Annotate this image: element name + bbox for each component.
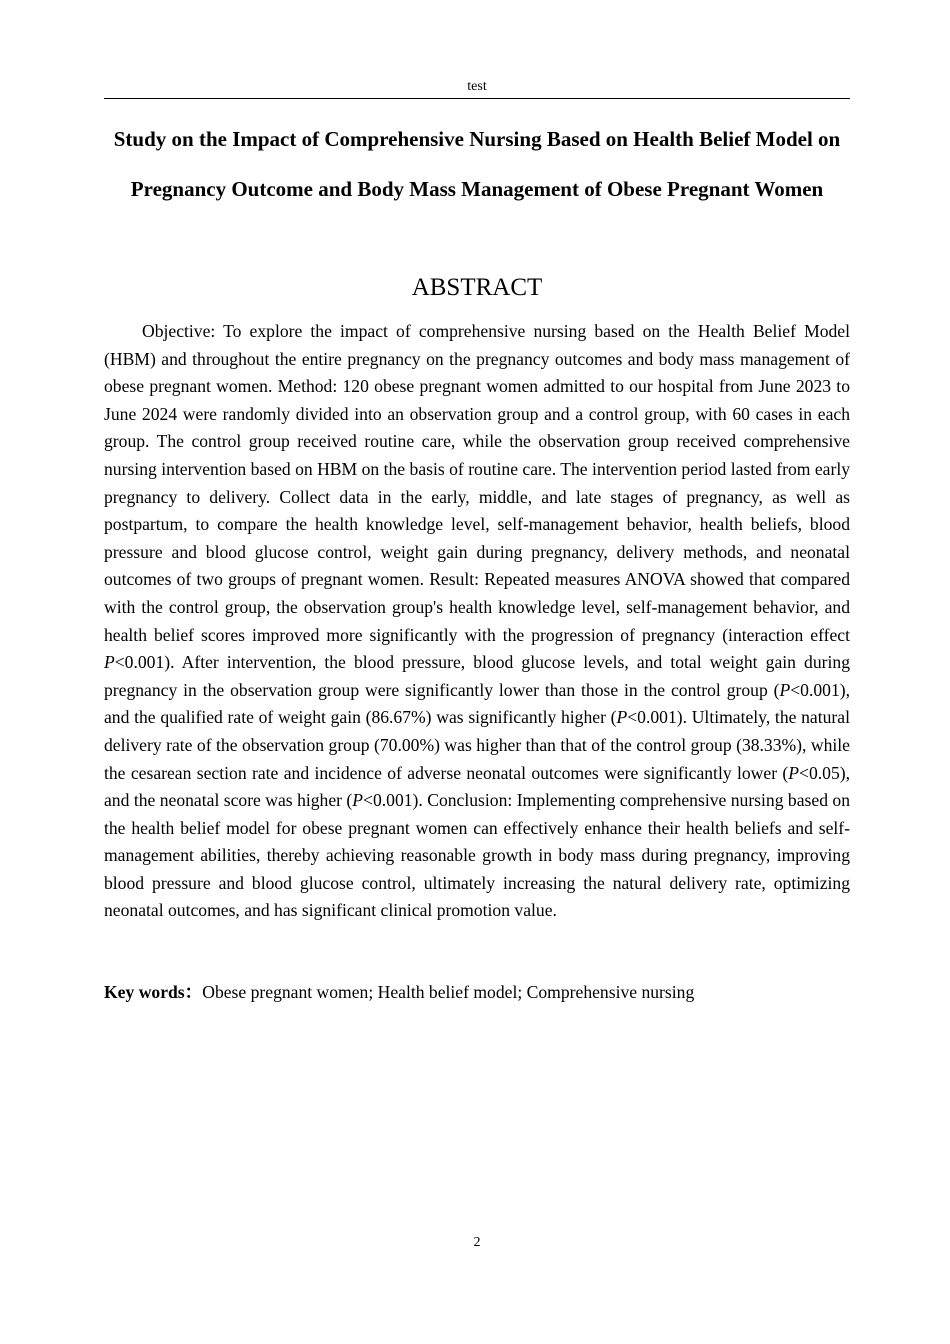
keywords-line bbox=[104, 979, 850, 1007]
p-value-symbol: P bbox=[352, 790, 364, 811]
abstract-text: <0.001). Conclusion: Implementing comprehensive nursing based on the health belief model for obese pregnant women can effectively enhance their health beliefs and self-management abilities, thereby achieving reasonable growth in body mass during pregnancy, improving blood pressure and blood glucose control, ultimately increasing the natural delivery rate, optimizing neonatal outcomes, and has significant clinical promotion value. bbox=[104, 790, 850, 921]
running-header: test bbox=[104, 78, 850, 99]
abstract-text: <0.05), and the neonatal score was higher ( bbox=[104, 762, 850, 811]
p-value-symbol: P bbox=[788, 762, 800, 783]
abstract-text: <0.001), and the qualified rate of weight gain (86.67%) was significantly higher ( bbox=[104, 679, 850, 728]
p-value-symbol: P bbox=[104, 652, 115, 673]
page-number: 2 bbox=[473, 1235, 481, 1250]
abstract-text: <0.001). After intervention, the blood pressure, blood glucose levels, and total weight gain during pregnancy in the observation group were significantly lower than those in the control group ( bbox=[104, 652, 850, 700]
keywords-label: Key words： bbox=[104, 982, 203, 1002]
p-value-symbol: P bbox=[616, 707, 628, 728]
abstract-text: Objective: To explore the impact of comprehensive nursing based on the Health Belief Model (HBM) and throughout the entire pregnancy on the pregnancy outcomes and body mass management of obese pregnant women. Method: 120 obese pregnant women admitted to our hospital from June 2023 to June 2024 were randomly divided into an observation group and a control group, with 60 cases in each group. The control group received routine care, while the observation group received comprehensive nursing intervention based on HBM on the basis of routine care. The intervention period lasted from early pregnancy to delivery. Collect data in the early, middle, and late stages of pregnancy, as well as postpartum, to compare the health knowledge level, self-management behavior, health beliefs, blood pressure and blood glucose control, weight gain during pregnancy, delivery methods, and neonatal outcomes of two groups of pregnant women. Result: Repeated measures ANOVA showed that compared with the control group, the observation group's health knowledge level, self-management behavior, and health belief scores improved more significantly with the progression of pregnancy (interaction effect bbox=[104, 321, 850, 645]
abstract-body bbox=[104, 318, 850, 925]
p-value-symbol: P bbox=[779, 679, 791, 700]
abstract-text: <0.001). Ultimately, the natural delivery rate of the observation group (70.00%) was higher than that of the control group (38.33%), while the cesarean section rate and incidence of adverse neonatal outcomes were significantly lower ( bbox=[104, 707, 850, 783]
keywords-list: Obese pregnant women; Health belief model; Comprehensive nursing bbox=[202, 982, 695, 1002]
abstract-heading: ABSTRACT bbox=[411, 274, 543, 301]
paper-title: Study on the Impact of Comprehensive Nursing Based on Health Belief Model on Pregnancy Outcome and Body Mass Management of Obese Pregnant Women bbox=[113, 127, 841, 201]
